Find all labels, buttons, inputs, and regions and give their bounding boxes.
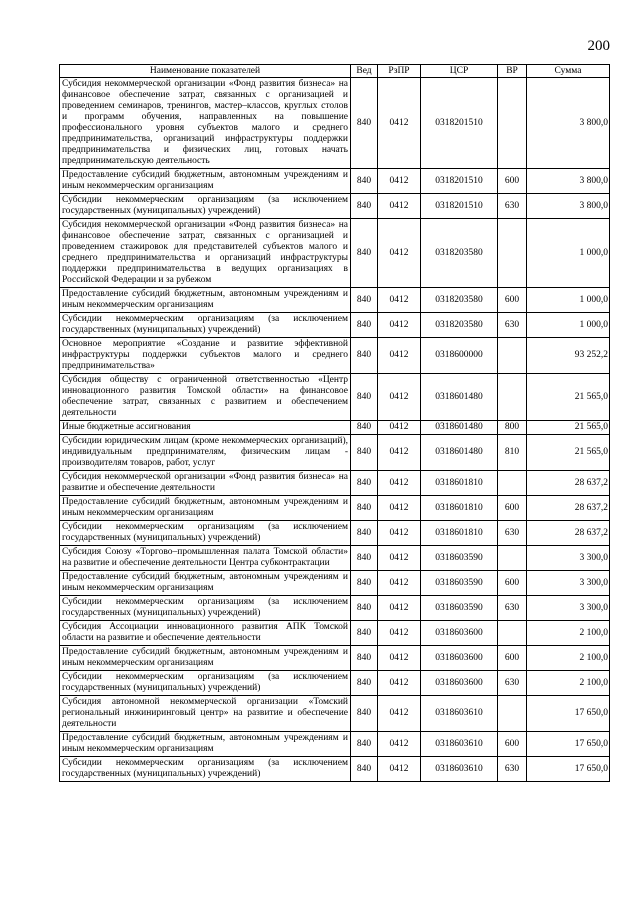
header-ved: Вед [351,65,378,78]
row-sum: 3 300,0 [527,546,610,571]
row-rzpr: 0412 [378,78,421,169]
row-rzpr: 0412 [378,571,421,596]
row-vr: 630 [498,194,527,219]
row-rzpr: 0412 [378,421,421,435]
header-vr: ВР [498,65,527,78]
table-body [60,78,610,782]
row-ved: 840 [351,169,378,194]
row-sum: 17 650,0 [527,757,610,782]
row-sum: 1 000,0 [527,288,610,313]
row-vr [498,696,527,732]
row-rzpr: 0412 [378,471,421,496]
table-row [60,646,610,671]
table-row [60,732,610,757]
row-name: Субсидия автономной некоммерческой организации «Томский региональный инжиниринговый центр» на развитие и обеспечение деятельности [60,696,351,732]
table-row [60,757,610,782]
row-rzpr: 0412 [378,596,421,621]
row-ved: 840 [351,374,378,421]
row-ved: 840 [351,732,378,757]
row-vr [498,219,527,288]
row-rzpr: 0412 [378,696,421,732]
header-csr: ЦСР [421,65,498,78]
table-row [60,696,610,732]
table-row [60,169,610,194]
row-vr [498,374,527,421]
row-rzpr: 0412 [378,671,421,696]
row-rzpr: 0412 [378,757,421,782]
row-csr: 0318603590 [421,571,498,596]
table-row [60,338,610,374]
row-sum: 1 000,0 [527,219,610,288]
row-vr [498,546,527,571]
row-vr [498,78,527,169]
row-sum: 21 565,0 [527,435,610,471]
table-row [60,374,610,421]
row-csr: 0318603590 [421,596,498,621]
row-ved: 840 [351,571,378,596]
table-row [60,194,610,219]
row-csr: 0318603590 [421,546,498,571]
row-sum: 21 565,0 [527,374,610,421]
row-csr: 0318201510 [421,169,498,194]
row-name: Субсидии некоммерческим организациям (за исключением государственных (муниципальных) учреждений) [60,757,351,782]
row-sum: 28 637,2 [527,521,610,546]
table-row [60,621,610,646]
row-name: Предоставление субсидий бюджетным, автономным учреждениям и иным некоммерческим организациям [60,496,351,521]
row-csr: 0318201510 [421,194,498,219]
row-name: Субсидии некоммерческим организациям (за исключением государственных (муниципальных) учреждений) [60,313,351,338]
table-row [60,313,610,338]
row-ved: 840 [351,696,378,732]
row-ved: 840 [351,194,378,219]
row-rzpr: 0412 [378,621,421,646]
row-vr: 600 [498,169,527,194]
row-name: Иные бюджетные ассигнования [60,421,351,435]
row-rzpr: 0412 [378,194,421,219]
row-vr [498,471,527,496]
row-sum: 2 100,0 [527,671,610,696]
table-row [60,435,610,471]
row-rzpr: 0412 [378,338,421,374]
row-name: Предоставление субсидий бюджетным, автономным учреждениям и иным некоммерческим организациям [60,169,351,194]
row-csr: 0318601480 [421,421,498,435]
row-ved: 840 [351,757,378,782]
row-csr: 0318601480 [421,374,498,421]
row-ved: 840 [351,596,378,621]
table-row [60,78,610,169]
row-vr: 600 [498,646,527,671]
row-ved: 840 [351,219,378,288]
row-csr: 0318601810 [421,471,498,496]
row-rzpr: 0412 [378,646,421,671]
row-vr [498,338,527,374]
row-ved: 840 [351,646,378,671]
row-vr: 600 [498,571,527,596]
row-name: Основное мероприятие «Создание и развитие эффективной инфраструктуры поддержки субъектов малого и среднего предпринимательства» [60,338,351,374]
row-rzpr: 0412 [378,219,421,288]
row-csr: 0318601480 [421,435,498,471]
row-vr: 630 [498,757,527,782]
row-csr: 0318603610 [421,696,498,732]
row-csr: 0318603600 [421,621,498,646]
table-row [60,546,610,571]
row-csr: 0318600000 [421,338,498,374]
row-name: Предоставление субсидий бюджетным, автономным учреждениям и иным некоммерческим организациям [60,288,351,313]
row-name: Субсидии некоммерческим организациям (за исключением государственных (муниципальных) учреждений) [60,194,351,219]
table-row [60,421,610,435]
row-rzpr: 0412 [378,374,421,421]
row-ved: 840 [351,313,378,338]
row-vr: 600 [498,288,527,313]
budget-table [59,64,610,782]
row-name: Субсидия некоммерческой организации «Фонд развития бизнеса» на развитие и обеспечение деятельности [60,471,351,496]
table-row [60,521,610,546]
row-vr: 600 [498,732,527,757]
row-rzpr: 0412 [378,169,421,194]
table-row [60,496,610,521]
row-ved: 840 [351,421,378,435]
row-rzpr: 0412 [378,496,421,521]
row-ved: 840 [351,78,378,169]
row-sum: 28 637,2 [527,496,610,521]
row-sum: 3 800,0 [527,169,610,194]
row-rzpr: 0412 [378,288,421,313]
row-vr: 630 [498,596,527,621]
row-csr: 0318203580 [421,313,498,338]
row-sum: 21 565,0 [527,421,610,435]
row-ved: 840 [351,471,378,496]
table-row [60,671,610,696]
row-vr: 630 [498,521,527,546]
row-name: Предоставление субсидий бюджетным, автономным учреждениям и иным некоммерческим организациям [60,571,351,596]
row-vr: 600 [498,496,527,521]
row-sum: 2 100,0 [527,621,610,646]
row-name: Субсидия обществу с ограниченной ответственностью «Центр инновационного развития Томской области» на финансовое обеспечение затрат, связанных с развитием и обеспечением деятельности [60,374,351,421]
row-sum: 17 650,0 [527,696,610,732]
row-csr: 0318603610 [421,757,498,782]
row-csr: 0318203580 [421,219,498,288]
row-csr: 0318601810 [421,521,498,546]
table-header-row [60,65,610,78]
row-name: Субсидия некоммерческой организации «Фонд развития бизнеса» на финансовое обеспечение затрат, связанных с организацией и проведением стажировок для представителей субъектов малого и среднего предпринимательства и организаций инфраструктуры поддержки предпринимательства в ведущих организациях в Российской Федерации и за рубежом [60,219,351,288]
row-name: Субсидии некоммерческим организациям (за исключением государственных (муниципальных) учреждений) [60,596,351,621]
row-vr: 810 [498,435,527,471]
row-ved: 840 [351,521,378,546]
header-sum: Сумма [527,65,610,78]
page-number: 200 [587,38,610,54]
row-csr: 0318601810 [421,496,498,521]
row-sum: 1 000,0 [527,313,610,338]
row-rzpr: 0412 [378,313,421,338]
row-csr: 0318203580 [421,288,498,313]
row-ved: 840 [351,671,378,696]
row-rzpr: 0412 [378,435,421,471]
table-row [60,471,610,496]
row-csr: 0318603600 [421,671,498,696]
row-csr: 0318603610 [421,732,498,757]
row-name: Субсидия Союзу «Торгово–промышленная палата Томской области» на развитие и обеспечение деятельности Центра субконтрактации [60,546,351,571]
row-vr: 630 [498,671,527,696]
row-sum: 3 300,0 [527,596,610,621]
row-ved: 840 [351,338,378,374]
row-sum: 93 252,2 [527,338,610,374]
row-sum: 3 800,0 [527,78,610,169]
row-sum: 3 800,0 [527,194,610,219]
row-rzpr: 0412 [378,546,421,571]
row-name: Субсидия Ассоциации инновационного развития АПК Томской области на развитие и обеспечение деятельности [60,621,351,646]
row-vr: 630 [498,313,527,338]
row-ved: 840 [351,621,378,646]
table-row [60,219,610,288]
header-rzpr: РзПР [378,65,421,78]
row-rzpr: 0412 [378,732,421,757]
row-ved: 840 [351,288,378,313]
row-rzpr: 0412 [378,521,421,546]
row-ved: 840 [351,496,378,521]
row-name: Субсидии юридическим лицам (кроме некоммерческих организаций), индивидуальным предпринимателям, физическим лицам - производителям товаров, работ, услуг [60,435,351,471]
table-row [60,288,610,313]
row-sum: 17 650,0 [527,732,610,757]
row-name: Субсидии некоммерческим организациям (за исключением государственных (муниципальных) учреждений) [60,671,351,696]
table-row [60,571,610,596]
row-name: Субсидии некоммерческим организациям (за исключением государственных (муниципальных) учреждений) [60,521,351,546]
row-sum: 3 300,0 [527,571,610,596]
row-ved: 840 [351,546,378,571]
row-name: Предоставление субсидий бюджетным, автономным учреждениям и иным некоммерческим организациям [60,646,351,671]
row-ved: 840 [351,435,378,471]
header-name: Наименование показателей [60,65,351,78]
row-sum: 28 637,2 [527,471,610,496]
row-sum: 2 100,0 [527,646,610,671]
row-vr [498,621,527,646]
row-vr: 800 [498,421,527,435]
row-name: Предоставление субсидий бюджетным, автономным учреждениям и иным некоммерческим организациям [60,732,351,757]
row-name: Субсидия некоммерческой организации «Фонд развития бизнеса» на финансовое обеспечение затрат, связанных с организацией и проведением семинаров, тренингов, мастер–классов, круглых столов и программ обучения, направленных на повышение профессионального уровня субъектов малого и среднего предпринимательства, организаций инфраструктуры поддержки предпринимательства и физических лиц, готовых начать предпринимательскую деятельность [60,78,351,169]
row-csr: 0318603600 [421,646,498,671]
table-row [60,596,610,621]
row-csr: 0318201510 [421,78,498,169]
